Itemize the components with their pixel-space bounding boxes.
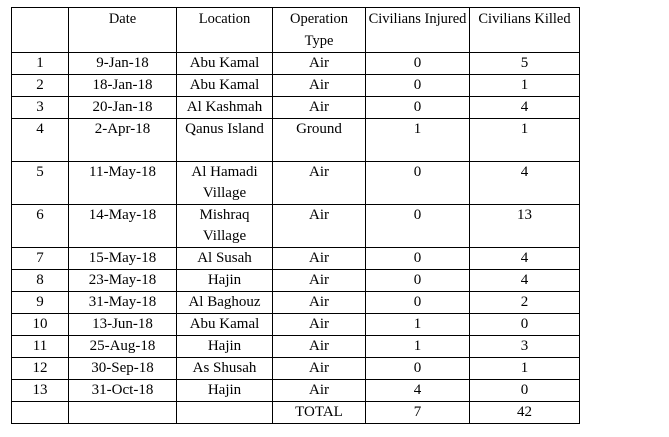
row-killed: 1	[470, 358, 580, 380]
row-number: 1	[12, 53, 69, 75]
row-operation: Air	[273, 292, 366, 314]
row-number: 7	[12, 248, 69, 270]
row-location: Abu Kamal	[177, 75, 273, 97]
total-killed: 42	[470, 402, 580, 424]
row-killed: 13	[470, 205, 580, 248]
row-date: 14-May-18	[69, 205, 177, 248]
row-killed: 0	[470, 314, 580, 336]
row-injured: 0	[366, 205, 470, 248]
row-number: 9	[12, 292, 69, 314]
table-row	[12, 248, 580, 270]
table-row	[12, 119, 580, 162]
row-killed: 1	[470, 75, 580, 97]
row-injured: 0	[366, 53, 470, 75]
row-operation: Air	[273, 358, 366, 380]
row-date: 31-May-18	[69, 292, 177, 314]
row-killed: 3	[470, 336, 580, 358]
table-row	[12, 97, 580, 119]
header-num	[12, 8, 69, 53]
table-body	[12, 53, 580, 424]
total-label: TOTAL	[273, 402, 366, 424]
row-location: Al Kashmah	[177, 97, 273, 119]
total-empty-num	[12, 402, 69, 424]
row-operation: Air	[273, 75, 366, 97]
row-operation: Air	[273, 53, 366, 75]
row-date: 11-May-18	[69, 162, 177, 205]
row-injured: 4	[366, 380, 470, 402]
row-location: Al Baghouz	[177, 292, 273, 314]
row-location: Hajin	[177, 380, 273, 402]
row-location: Abu Kamal	[177, 53, 273, 75]
row-location: Hajin	[177, 270, 273, 292]
row-date: 30-Sep-18	[69, 358, 177, 380]
row-injured: 0	[366, 248, 470, 270]
row-location: Qanus Island	[177, 119, 273, 162]
table-row	[12, 162, 580, 205]
row-date: 31-Oct-18	[69, 380, 177, 402]
header-operation-type: Operation Type	[273, 8, 366, 53]
row-injured: 1	[366, 314, 470, 336]
row-killed: 4	[470, 270, 580, 292]
table-row	[12, 75, 580, 97]
row-date: 25-Aug-18	[69, 336, 177, 358]
row-location: Al Susah	[177, 248, 273, 270]
row-number: 10	[12, 314, 69, 336]
row-injured: 0	[366, 75, 470, 97]
row-operation: Air	[273, 270, 366, 292]
row-injured: 1	[366, 119, 470, 162]
row-date: 15-May-18	[69, 248, 177, 270]
row-location: Al Hamadi Village	[177, 162, 273, 205]
row-killed: 0	[470, 380, 580, 402]
row-killed: 1	[470, 119, 580, 162]
header-civilians-injured: Civilians Injured	[366, 8, 470, 53]
header-civilians-killed: Civilians Killed	[470, 8, 580, 53]
row-number: 2	[12, 75, 69, 97]
total-empty-date	[69, 402, 177, 424]
header-row	[12, 8, 580, 53]
row-injured: 0	[366, 97, 470, 119]
row-operation: Air	[273, 205, 366, 248]
row-killed: 4	[470, 97, 580, 119]
row-location: Hajin	[177, 336, 273, 358]
row-injured: 0	[366, 292, 470, 314]
row-killed: 4	[470, 162, 580, 205]
row-location: As Shusah	[177, 358, 273, 380]
row-date: 13-Jun-18	[69, 314, 177, 336]
total-injured: 7	[366, 402, 470, 424]
row-number: 11	[12, 336, 69, 358]
row-date: 18-Jan-18	[69, 75, 177, 97]
row-date: 23-May-18	[69, 270, 177, 292]
table-row	[12, 292, 580, 314]
table-row	[12, 380, 580, 402]
row-number: 4	[12, 119, 69, 162]
row-operation: Ground	[273, 119, 366, 162]
row-operation: Air	[273, 97, 366, 119]
row-date: 2-Apr-18	[69, 119, 177, 162]
row-number: 8	[12, 270, 69, 292]
total-row	[12, 402, 580, 424]
row-date: 9-Jan-18	[69, 53, 177, 75]
row-operation: Air	[273, 336, 366, 358]
table-row	[12, 358, 580, 380]
row-operation: Air	[273, 380, 366, 402]
header-location: Location	[177, 8, 273, 53]
row-operation: Air	[273, 162, 366, 205]
row-date: 20-Jan-18	[69, 97, 177, 119]
row-operation: Air	[273, 314, 366, 336]
table-row	[12, 336, 580, 358]
total-empty-location	[177, 402, 273, 424]
table-row	[12, 270, 580, 292]
casualty-table	[11, 7, 580, 424]
row-number: 6	[12, 205, 69, 248]
row-killed: 5	[470, 53, 580, 75]
row-operation: Air	[273, 248, 366, 270]
row-number: 13	[12, 380, 69, 402]
row-killed: 4	[470, 248, 580, 270]
row-number: 3	[12, 97, 69, 119]
row-number: 5	[12, 162, 69, 205]
table-row	[12, 314, 580, 336]
table-row	[12, 53, 580, 75]
row-injured: 1	[366, 336, 470, 358]
row-injured: 0	[366, 358, 470, 380]
header-date: Date	[69, 8, 177, 53]
table-row	[12, 205, 580, 248]
row-location: Mishraq Village	[177, 205, 273, 248]
row-injured: 0	[366, 162, 470, 205]
row-location: Abu Kamal	[177, 314, 273, 336]
row-number: 12	[12, 358, 69, 380]
row-killed: 2	[470, 292, 580, 314]
row-injured: 0	[366, 270, 470, 292]
